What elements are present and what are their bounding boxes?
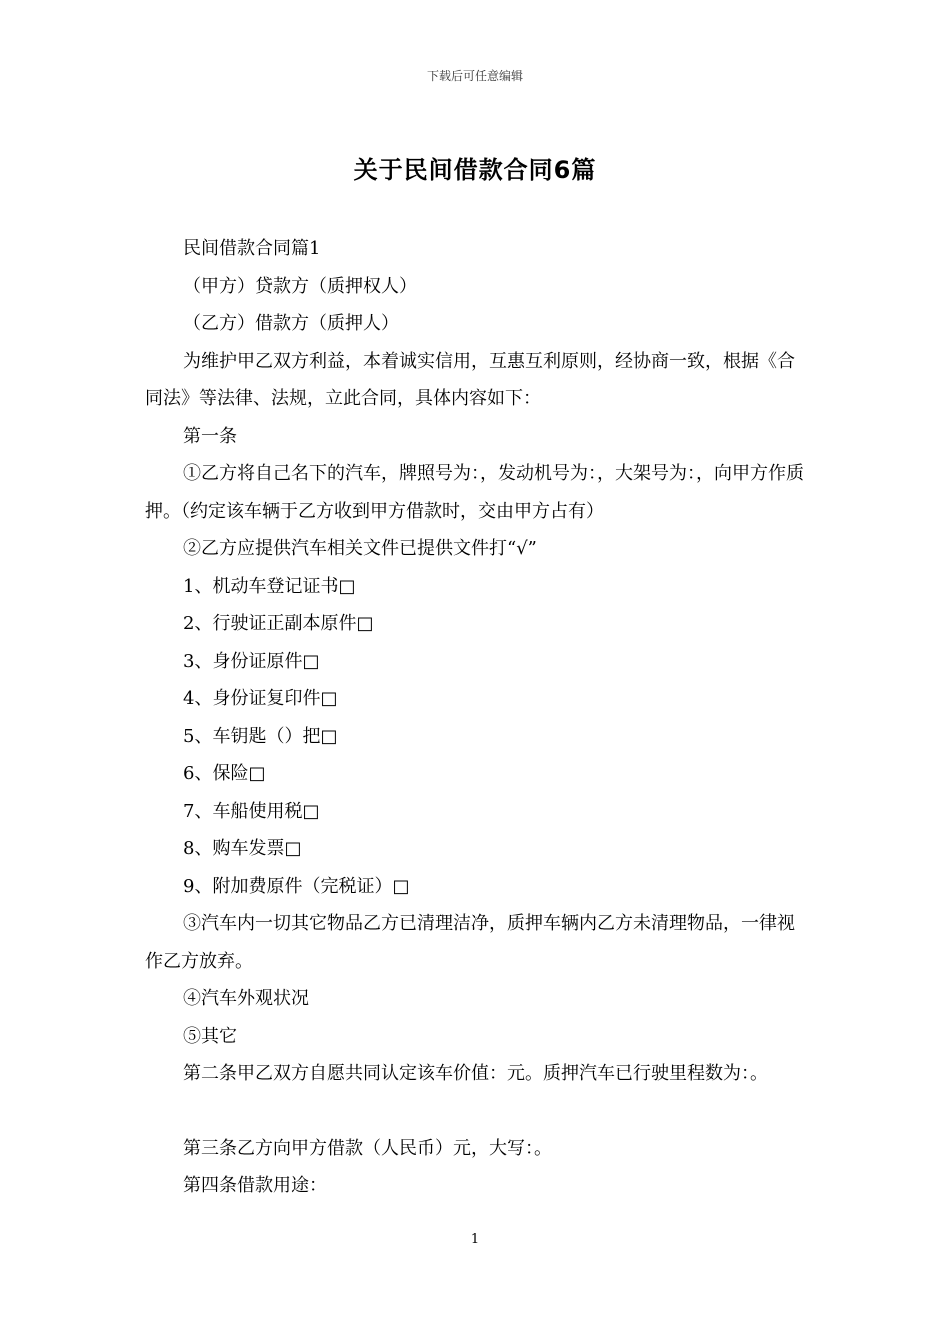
checklist-item: 7、车船使用税□ bbox=[183, 800, 320, 822]
section-heading: 民间借款合同篇1 bbox=[183, 238, 321, 259]
article-paragraph: 第二条甲乙双方自愿共同认定该车价值：元。质押汽车已行驶里程数为：。 bbox=[183, 1063, 768, 1084]
checklist-item: 8、购车发票□ bbox=[183, 838, 302, 859]
article-paragraph: 第三条乙方向甲方借款（人民币）元，大写：。 bbox=[183, 1137, 552, 1159]
clause-paragraph: ①乙方将自己名下的汽车，牌照号为：，发动机号为：，大架号为：，向甲方作质押。（约定该车辆于乙方收到甲方借款时，交由甲方占有） bbox=[145, 463, 804, 522]
article-paragraph: 第四条借款用途： bbox=[183, 1175, 327, 1196]
checklist-item: 1、机动车登记证书□ bbox=[183, 575, 356, 597]
clause-paragraph: ④汽车外观状况 bbox=[183, 988, 309, 1009]
page-number: 1 bbox=[470, 1232, 480, 1247]
checklist-item: 5、车钥匙（）把□ bbox=[183, 725, 338, 747]
document-body bbox=[145, 230, 810, 1205]
party-b-line: （乙方）借款方（质押人） bbox=[183, 313, 399, 334]
checklist-item: 3、身份证原件□ bbox=[183, 650, 320, 672]
checklist-item: 9、附加费原件（完税证）□ bbox=[183, 875, 410, 897]
clause-paragraph: ②乙方应提供汽车相关文件已提供文件打“√” bbox=[183, 538, 537, 559]
clause-paragraph: ⑤其它 bbox=[183, 1025, 237, 1047]
party-a-line: （甲方）贷款方（质押权人） bbox=[183, 275, 417, 297]
document-title: 关于民间借款合同6篇 bbox=[353, 156, 597, 184]
checklist-item: 2、行驶证正副本原件□ bbox=[183, 613, 374, 634]
preamble-paragraph: 为维护甲乙双方利益，本着诚实信用，互惠互利原则，经协商一致，根据《合同法》等法律、法规，立此合同，具体内容如下： bbox=[145, 350, 795, 409]
checklist-item: 6、保险□ bbox=[183, 763, 266, 784]
checklist-item: 4、身份证复印件□ bbox=[183, 688, 338, 709]
clause-paragraph: ③汽车内一切其它物品乙方已清理洁净，质押车辆内乙方未清理物品，一律视作乙方放弃。 bbox=[145, 913, 795, 972]
article-heading: 第一条 bbox=[183, 425, 237, 447]
header-note: 下载后可任意编辑 bbox=[426, 69, 523, 83]
